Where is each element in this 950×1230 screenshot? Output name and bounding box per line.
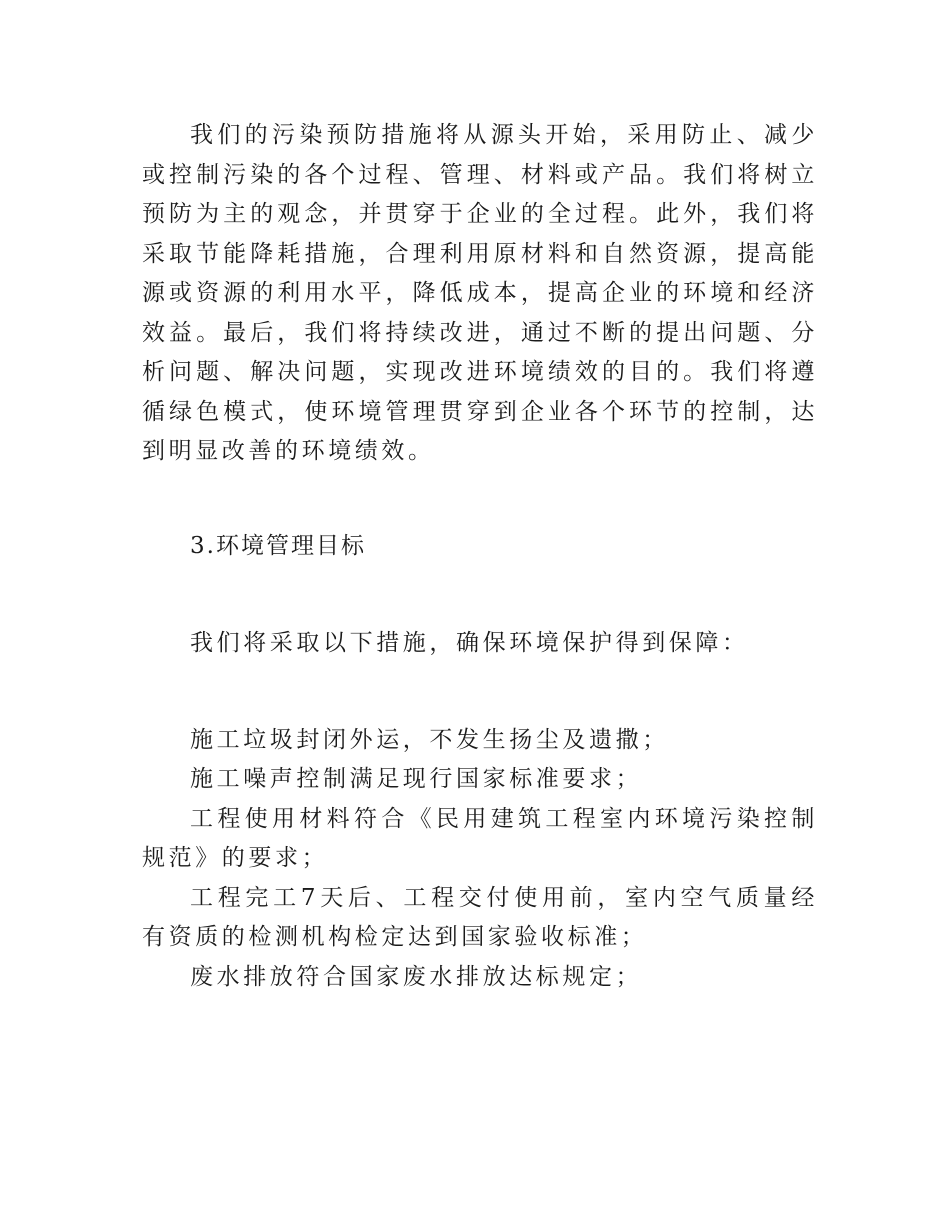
- measure-item: 废水排放符合国家废水排放达标规定；: [190, 963, 643, 990]
- document-page: [142, 116, 818, 997]
- spacer: [142, 566, 818, 624]
- measure-item: 工程完工7天后、工程交付使用前，室内空气质量经有资质的检测机构检定达到国家验收标准；: [142, 884, 818, 951]
- measures-list: [142, 721, 818, 998]
- spacer: [142, 663, 818, 721]
- measure-item: 施工噪声控制满足现行国家标准要求；: [190, 766, 643, 793]
- intro-paragraph: 我们的污染预防措施将从源头开始，采用防止、减少或控制污染的各个过程、管理、材料或产品。我们将树立预防为主的观念，并贯穿于企业的全过程。此外，我们将采取节能降耗措施，合理利用原材料和自然资源，提高能源或资源的利用水平，降低成本，提高企业的环境和经济效益。最后，我们将持续改进，通过不断的提出问题、分析问题、解决问题，实现改进环境绩效的目的。我们将遵循绿色模式，使环境管理贯穿到企业各个环节的控制，达到明显改善的环境绩效。: [142, 122, 818, 464]
- measure-item: 施工垃圾封闭外运，不发生扬尘及遗撒；: [190, 726, 669, 753]
- measure-item: 工程使用材料符合《民用建筑工程室内环境污染控制规范》的要求；: [142, 805, 818, 872]
- section-heading: 3.环境管理目标: [190, 532, 366, 559]
- lead-sentence: 我们将采取以下措施，确保环境保护得到保障：: [190, 629, 749, 656]
- spacer: [142, 472, 818, 527]
